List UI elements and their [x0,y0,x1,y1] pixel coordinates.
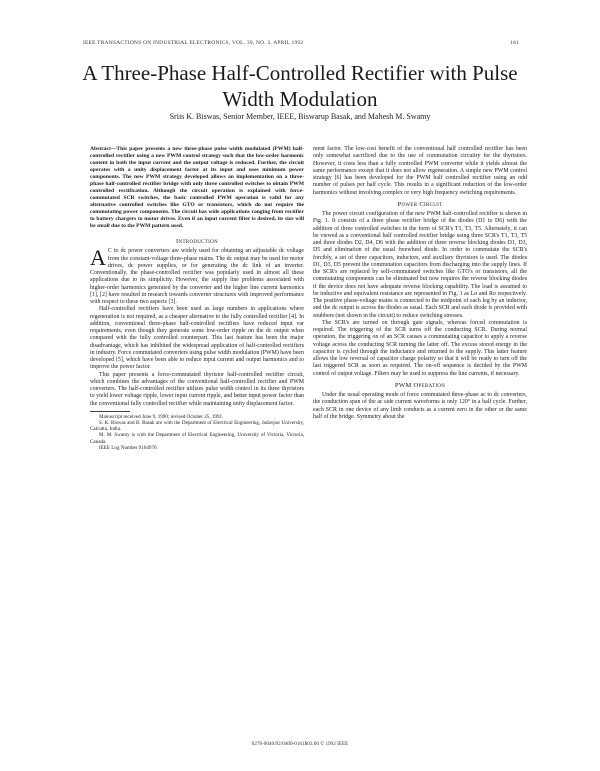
footnotes [90,414,304,451]
right-intro-paragraph: ment factor. The low-cost benefit of the conventional half controlled rectifier has been only somewhat sacrificed due to the use of commutation circuitry for the thyristors. However, it costs less than a fully controlled PWM converter while it yields almost the same performance except that it does not allow regeneration. A simple new PWM control strategy [6] has been developed for the PWM half controlled rectifier using an odd number of pulses per half cycle. This results in a significant reduction of the low-order harmonics without involving complex or very high frequency switching requirements. [313,146,527,196]
running-head [83,40,519,46]
footnote-1: Manuscript received June 9, 1990; revised October 25, 1991. [99,413,224,420]
left-column [90,146,304,451]
running-head-text: IEEE TRANSACTIONS ON INDUSTRIAL ELECTRONICS, VOL. 39, NO. 2, APRIL 1992 [83,40,304,46]
footnote-rule [90,411,130,412]
paper-title: A Three-Phase Half-Controlled Rectifier with Pulse Width Modulation [82,61,518,111]
power-circuit-paragraph-1: The power circuit configuration of the new PWM half-controlled rectifier is shown in Fig. 1. It consists of a three phase rectifier bridge of the diodes (D1 to D6) with the addition of three controlled switches in the form of SCR's T1, T3, T5. Alternately, it can be viewed as a conventional half controlled rectifier bridge using three SCR's T1, T3, T5 and three diodes D2, D4, D6 with the addition of three reverse blocking diodes D1, D3, D5 and elimination of the usual freewheel diode. In order to commutate the SCR's forcibly, a set of three capacitors, inductors, and auxiliary thyristors is used. The diodes D1, D3, D5 prevent the commutation capacitors from discharging into the supply lines. If the SCR's are replaced by self-commutated switches like GTO's or transistors, all the commutating components can be eliminated but now requires the reverse blocking diodes if the device does not have adequate reverse blocking capability. The load is assumed to be inductive and equivalent resistance are represented in Fig. 1 as Lo and Ro respectively. The positive phase-voltage mains is connected to the midpoint of each leg by an inductor, and the dc output is across the diodes as usual. Each SCR and each diode is provided with snubbers (not shown in the circuit) to reduce switching stresses. [313,211,527,319]
right-column [313,146,527,421]
section-heading-pwm-operation: PWM Operation [394,381,446,389]
author-line: Sriis K. Biswas, Senior Member, IEEE, Biswarup Basak, and Mahesh M. Swamy [169,112,431,121]
intro-paragraph-3: This paper presents a force-commutated thyristor half-controlled rectifier circuit, which combines the advantages of the conventional half-controlled rectifier and PWM converters. The half-controlled rectifier utilizes pulse width control in its three thyristors to yield lower voltage ripple, lower input current ripple, and better input power factor than the conventional fully controlled rectifier while maintaining unity displacement factor. [90,371,304,407]
footnote-3: M. M. Swamy is with the Department of Electrical Engineering, University of Victoria, Victoria, Canada. [90,432,304,445]
section-heading-power-circuit: Power Circuit [397,200,443,208]
abstract [90,146,304,230]
abstract-text: Abstract—This paper presents a new three-phase pulse width modulated (PWM) half-controlled rectifier using a new PWM control strategy such that the low-order harmonic content in both the input current and the output voltage is reduced. Further, the circuit operates with a unity displacement factor at its input and uses minimum power components. The new PWM strategy developed allows an implementation on a three-phase half-controlled rectifier bridge with only three controlled switches to obtain PWM controlled rectification. Although the circuit operation is explained with force-commutated SCR switches, the basic controlled PWM operation is valid for any alternative controlled switches like GTO or transistors, which do not require the commutating power components. The circuit has wide applications ranging from rectifier to battery chargers to motor drives. Even if an input current filter is desired, its size will be small due to the PWM pattern used. [90,146,304,229]
copyright-line: 0278-0046/92/0400-0161$03.00 © 1992 IEEE [251,741,349,747]
page-number: 161 [510,40,519,46]
dropcap: A [90,245,106,271]
intro-paragraph-1 [90,245,304,306]
intro-paragraph-2: Half-controlled rectifiers have been used as large numbers in applications where regeneration is not required, as a cheaper alternative to the fully controlled rectifier [4]. In addition, conventional three-phase half-controlled rectifiers have reduced input var requirements, even though they generate some low-order ripple on the dc output when compared with the fully controlled counterpart. This last feature has been the major disadvantage, which has inhibited the widespread application of half-controlled rectifiers in industry. Force commutated converters using pulse width modulation (PWM) have been developed [5], which have been able to reduce input current and output harmonics and to improve the power factor. [90,306,304,371]
intro-paragraph-1-text: C to dc power converters are widely used for obtaining an adjustable dc voltage from the constant-voltage three-phase mains. The dc output may be used for motor drives, dc power supplies, or for generating the dc link of an inverter. Conventionally, the phase-controlled rectifier was popularly used in almost all these applications due to its simplicity. However, the supply line problems associated with higher-order harmonics generated by the converter and the higher line current harmonics [1], [2] have resulted in research towards converter structures with improved performance with respect to these two aspects [3]. [90,248,304,305]
section-heading-introduction: Introduction [176,238,218,245]
footnote-4: IEEE Log Number 9104970. [99,444,158,451]
power-circuit-paragraph-2: The SCR's are turned on through gate signals, whereas forced commutation is required. The triggering of the SCR turns off the conducting SCR. During normal operation, the triggering on of an SCR causes a commutating capacitor to apply a reverse voltage across the conducting SCR turning the latter off. The excess stored energy in the capacitor is cycled through the inductance and returned to the supply. This latter feature allows the low reversal of capacitor charge polarity so that it will be ready to turn off the last triggered SCR as soon as required. The on-off sequence is decided by the PWM control of output voltage. Filters may be used to suppress the line currents, if necessary. [313,319,527,377]
footnote-2: S. K. Biswas and B. Basak are with the Department of Electrical Engineering, Jadavpur University, Calcutta, India. [90,419,304,433]
pwm-operation-paragraph-1: Under the usual operating mode of force commutated three-phase ac to dc converters, the conduction span of the ac side current waveforms is only 120° in a half cycle. Further, each SCR in one device of any limb conducts as a current zero in the other or the same half of the bridge. Symmetry about the [313,392,527,420]
